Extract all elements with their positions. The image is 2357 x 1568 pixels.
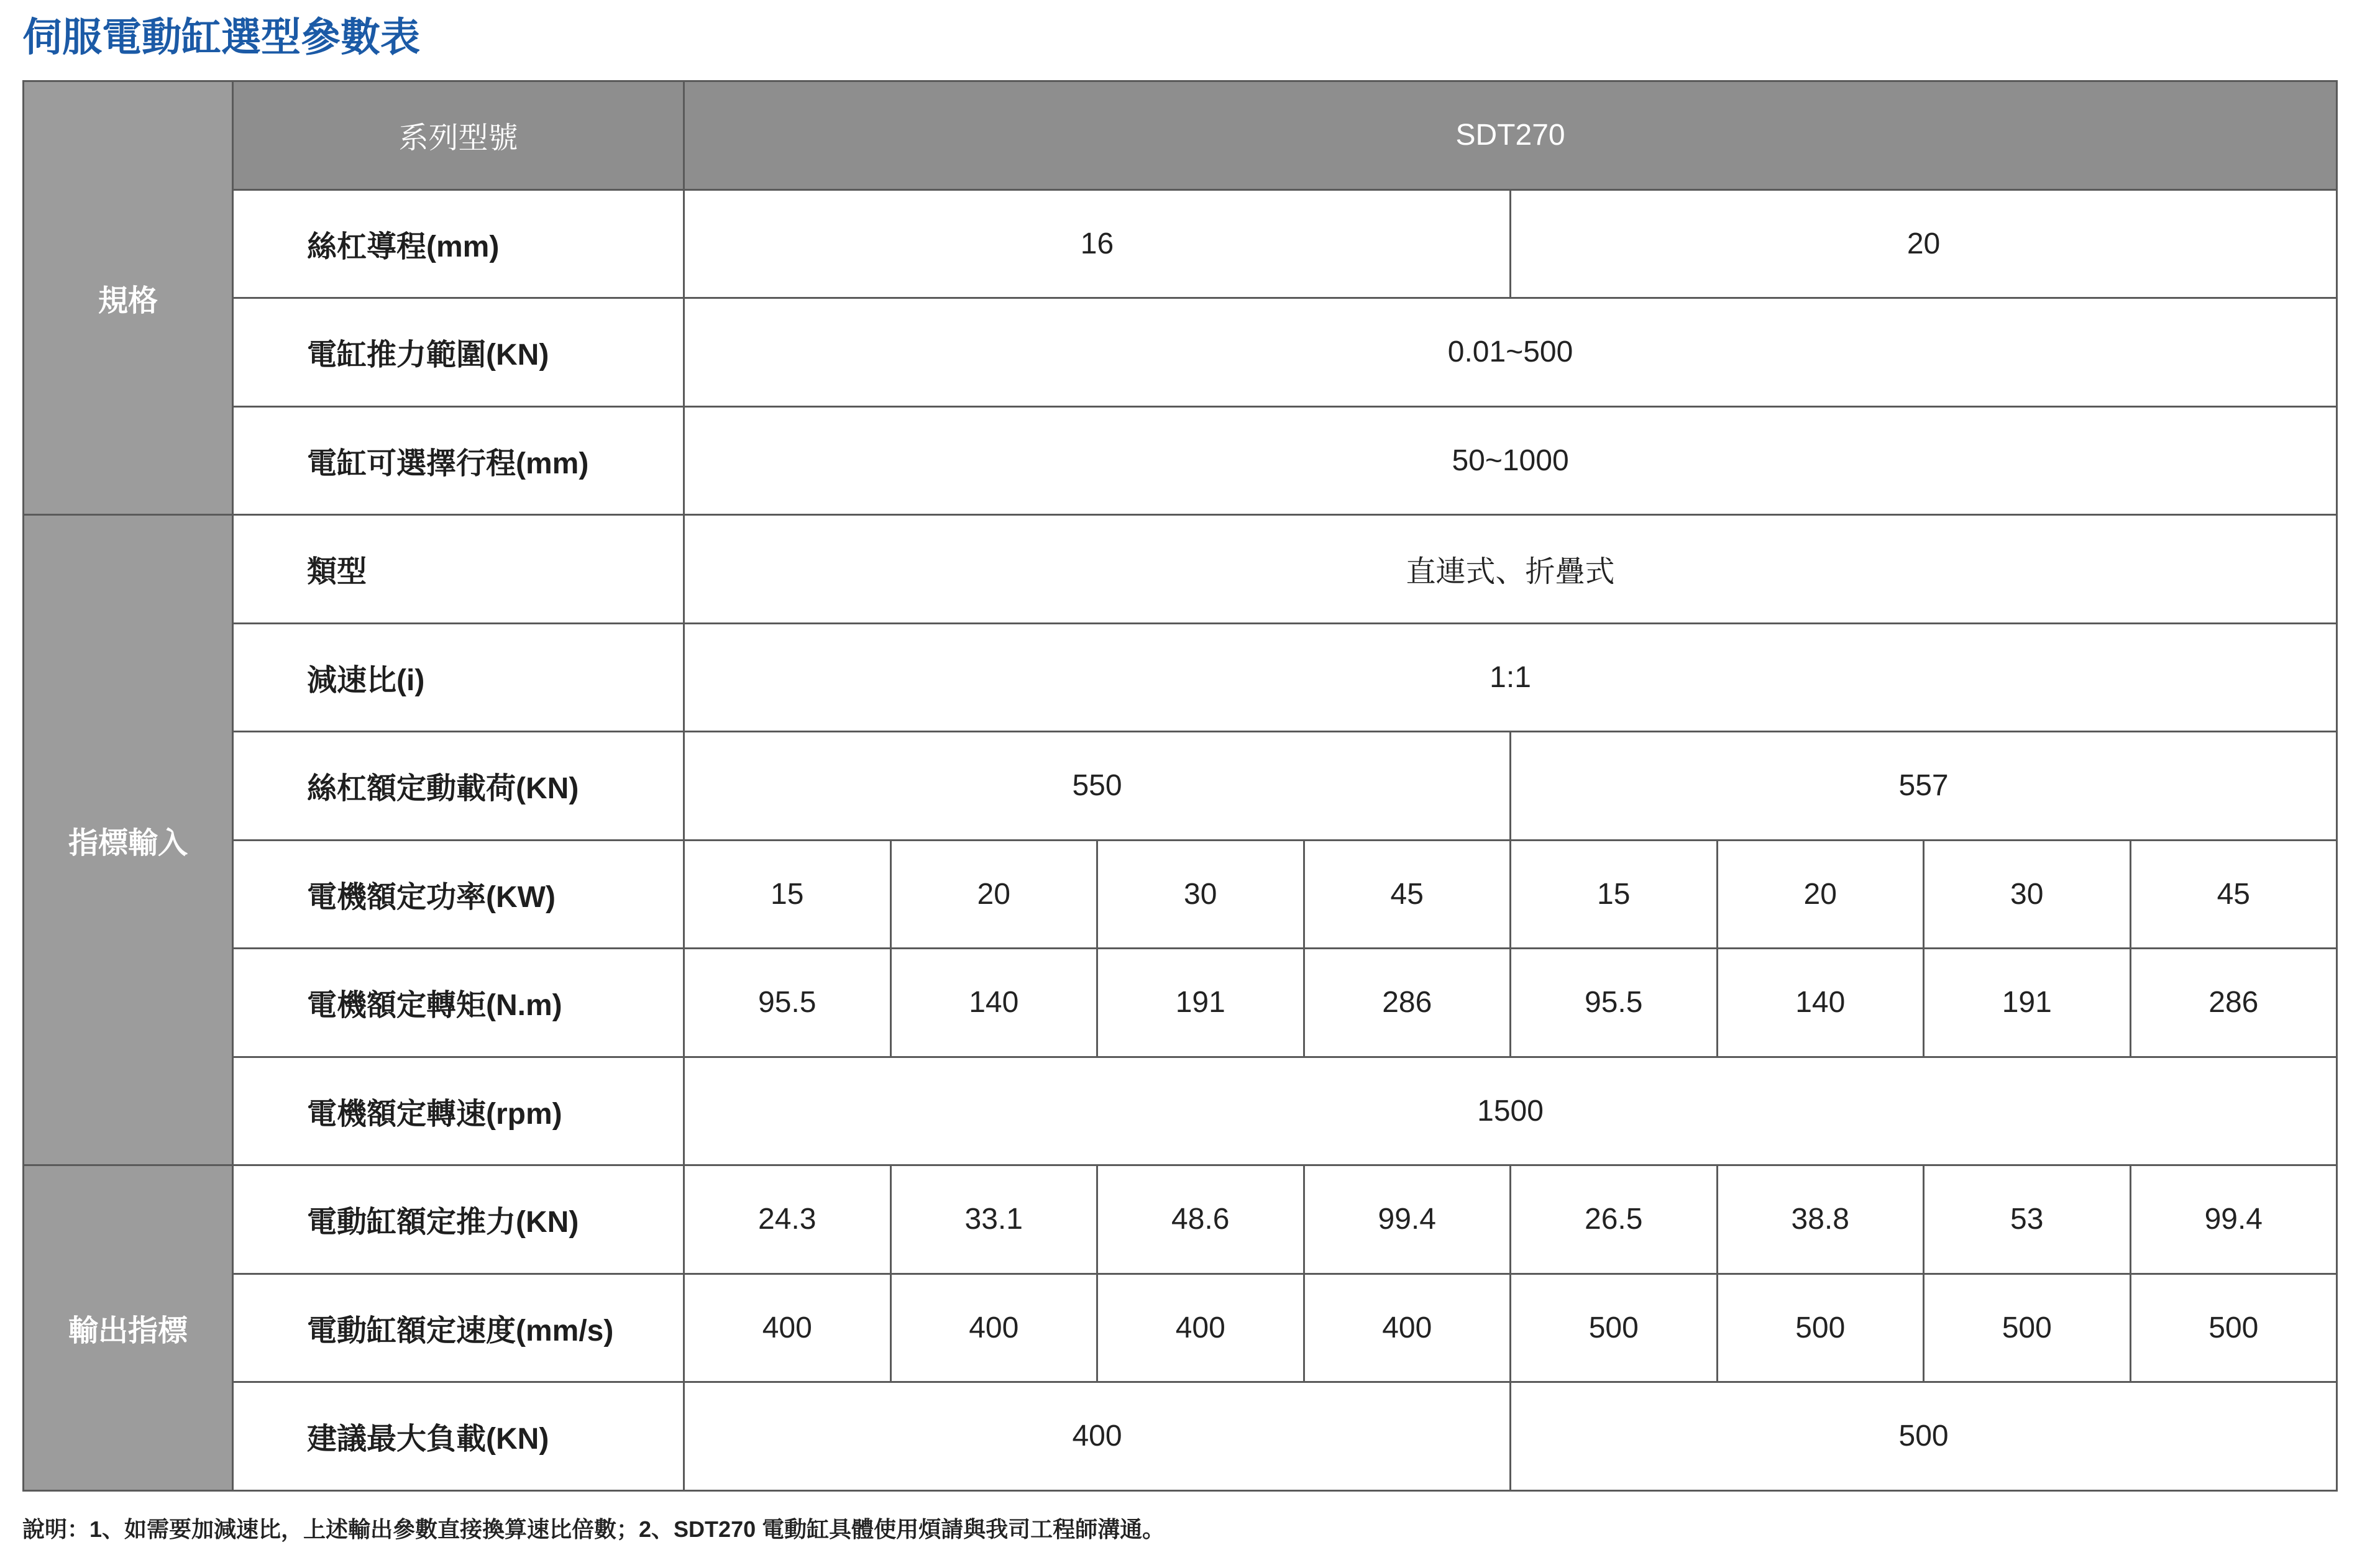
section-label: 指標輸入 xyxy=(24,515,233,1165)
value-cell: 550 xyxy=(684,732,1511,841)
value-cell: 140 xyxy=(890,949,1097,1057)
row-label: 類型 xyxy=(233,515,684,624)
table-row xyxy=(24,732,2337,841)
value-cell: 286 xyxy=(1304,949,1511,1057)
value-cell: 53 xyxy=(1924,1165,2131,1274)
row-label: 電機額定轉速(rpm) xyxy=(233,1057,684,1165)
value-cell: 48.6 xyxy=(1097,1165,1304,1274)
value-cell: 20 xyxy=(1511,189,2337,298)
page-title: 伺服電動缸選型參數表 xyxy=(22,15,420,60)
table-row xyxy=(24,298,2337,407)
value-cell: 191 xyxy=(1924,949,2131,1057)
row-label: 電機額定轉矩(N.m) xyxy=(233,949,684,1057)
value-cell: 500 xyxy=(2130,1274,2337,1382)
value-cell: 20 xyxy=(890,840,1097,949)
value-cell: 191 xyxy=(1097,949,1304,1057)
header-row xyxy=(24,81,2337,190)
value-cell: 直連式、折疊式 xyxy=(684,515,2337,624)
value-cell: 140 xyxy=(1717,949,1924,1057)
header-model: SDT270 xyxy=(684,81,2337,190)
value-cell: 557 xyxy=(1511,732,2337,841)
table-row xyxy=(24,623,2337,732)
value-cell: 99.4 xyxy=(2130,1165,2337,1274)
value-cell: 38.8 xyxy=(1717,1165,1924,1274)
row-label: 電動缸額定速度(mm/s) xyxy=(233,1274,684,1382)
value-cell: 286 xyxy=(2130,949,2337,1057)
value-cell: 500 xyxy=(1511,1274,1718,1382)
value-cell: 30 xyxy=(1097,840,1304,949)
table-row xyxy=(24,949,2337,1057)
value-cell: 400 xyxy=(684,1382,1511,1491)
value-cell: 400 xyxy=(1304,1274,1511,1382)
value-cell: 45 xyxy=(2130,840,2337,949)
section-label: 規格 xyxy=(24,81,233,515)
footnote: 說明：1、如需要加減速比，上述輸出參數直接換算速比倍數；2、SDT270 電動缸具體使用煩請與我司工程師溝通。 xyxy=(22,1516,1165,1542)
section-label: 輸出指標 xyxy=(24,1165,233,1491)
value-cell: 99.4 xyxy=(1304,1165,1511,1274)
value-cell: 0.01~500 xyxy=(684,298,2337,407)
table-row xyxy=(24,406,2337,515)
table-row xyxy=(24,1382,2337,1491)
table-row xyxy=(24,1057,2337,1165)
value-cell: 95.5 xyxy=(684,949,891,1057)
row-label: 電機額定功率(KW) xyxy=(233,840,684,949)
value-cell: 45 xyxy=(1304,840,1511,949)
value-cell: 24.3 xyxy=(684,1165,891,1274)
row-label: 絲杠導程(mm) xyxy=(233,189,684,298)
value-cell: 400 xyxy=(684,1274,891,1382)
value-cell: 15 xyxy=(684,840,891,949)
value-cell: 50~1000 xyxy=(684,406,2337,515)
value-cell: 400 xyxy=(1097,1274,1304,1382)
spec-table xyxy=(22,80,2338,1492)
table-row xyxy=(24,515,2337,624)
row-label: 減速比(i) xyxy=(233,623,684,732)
value-cell: 1500 xyxy=(684,1057,2337,1165)
table-row xyxy=(24,1165,2337,1274)
table-row xyxy=(24,840,2337,949)
row-label: 電缸可選擇行程(mm) xyxy=(233,406,684,515)
value-cell: 1:1 xyxy=(684,623,2337,732)
value-cell: 16 xyxy=(684,189,1511,298)
value-cell: 15 xyxy=(1511,840,1718,949)
row-label: 絲杠額定動載荷(KN) xyxy=(233,732,684,841)
table-row xyxy=(24,189,2337,298)
value-cell: 26.5 xyxy=(1511,1165,1718,1274)
row-label: 電缸推力範圍(KN) xyxy=(233,298,684,407)
table-row xyxy=(24,1274,2337,1382)
header-series-label: 系列型號 xyxy=(233,81,684,190)
value-cell: 500 xyxy=(1511,1382,2337,1491)
value-cell: 95.5 xyxy=(1511,949,1718,1057)
row-label: 電動缸額定推力(KN) xyxy=(233,1165,684,1274)
row-label: 建議最大負載(KN) xyxy=(233,1382,684,1491)
value-cell: 33.1 xyxy=(890,1165,1097,1274)
value-cell: 20 xyxy=(1717,840,1924,949)
value-cell: 400 xyxy=(890,1274,1097,1382)
value-cell: 500 xyxy=(1717,1274,1924,1382)
value-cell: 30 xyxy=(1924,840,2131,949)
value-cell: 500 xyxy=(1924,1274,2131,1382)
